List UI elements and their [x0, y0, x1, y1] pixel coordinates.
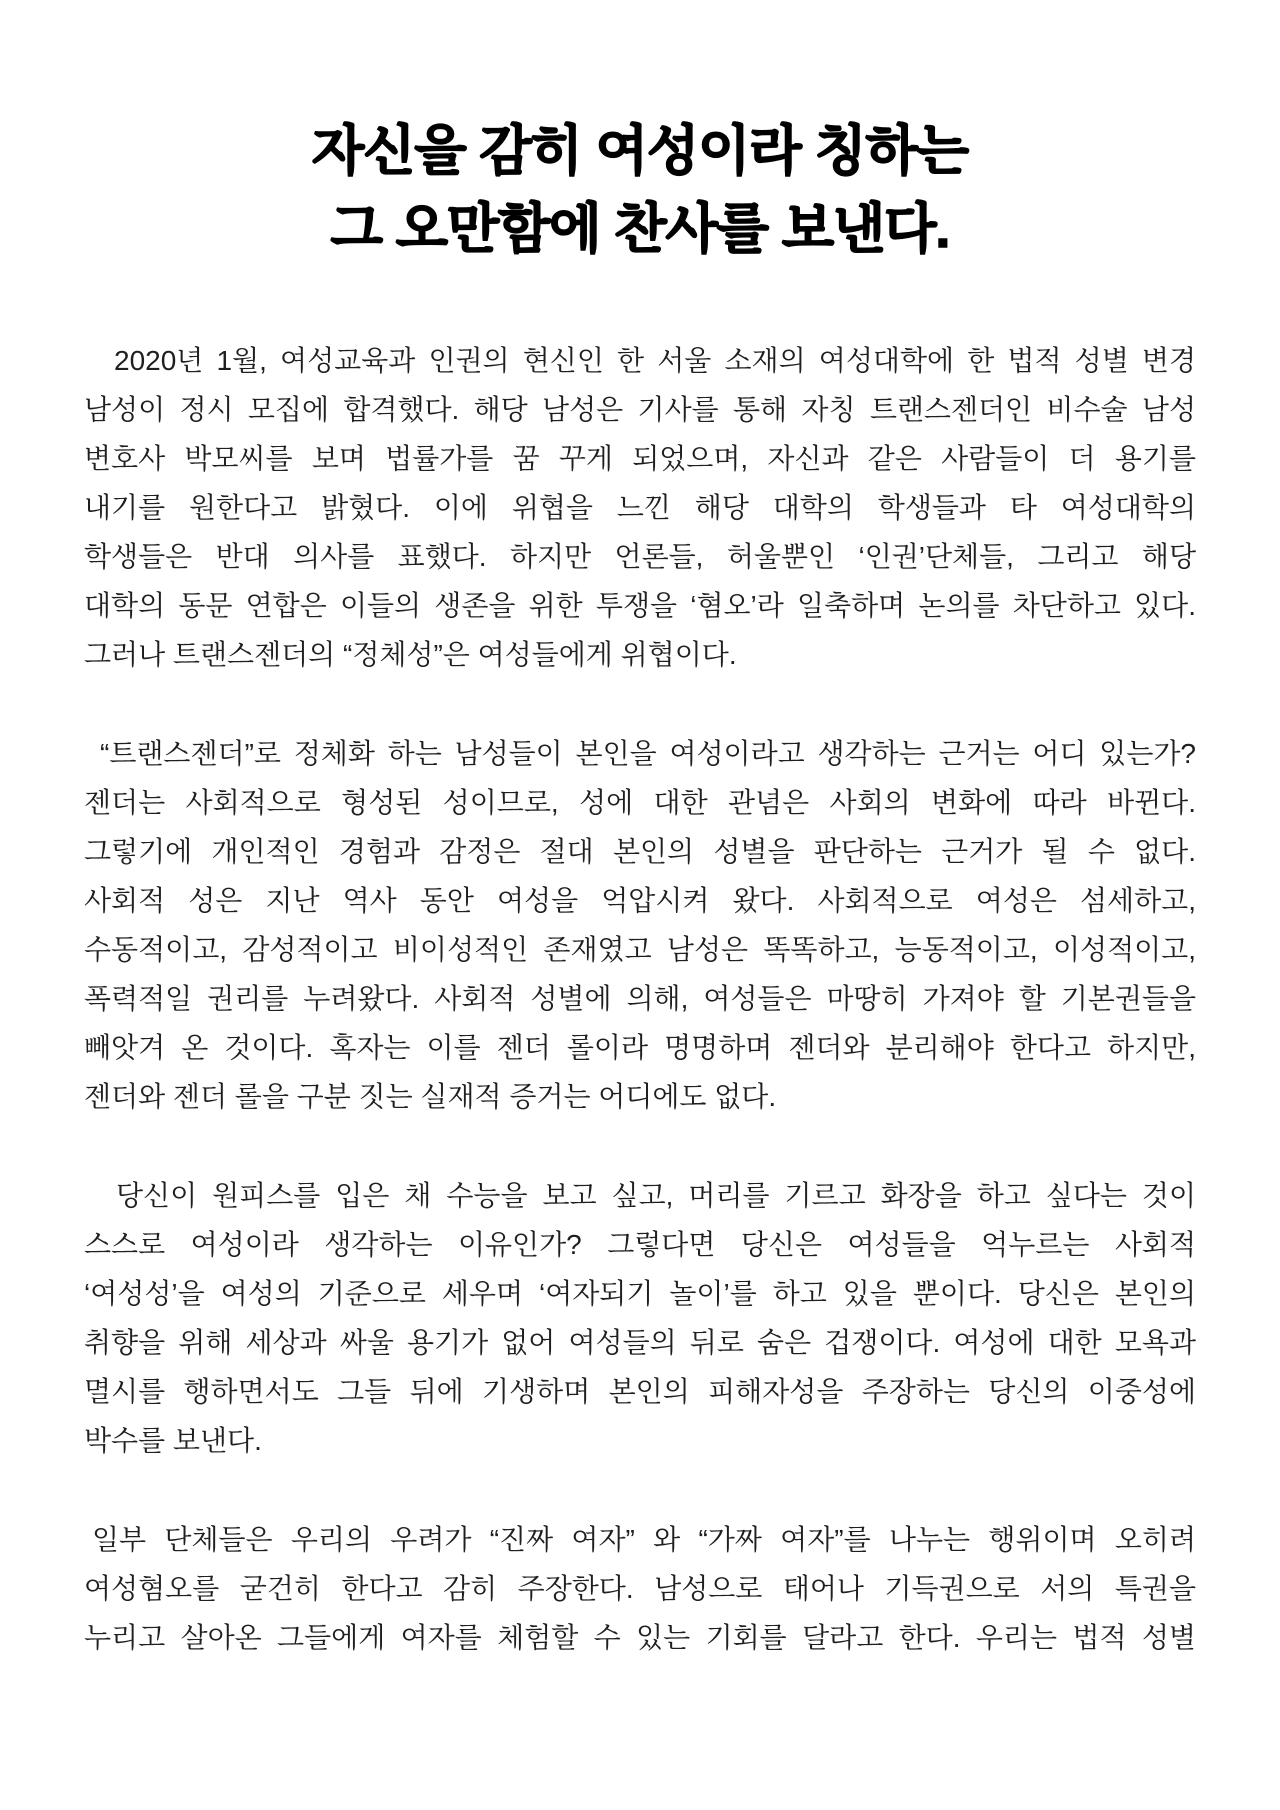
document-title: [60, 112, 1220, 268]
paragraph-1-line-7: 그러나 트랜스젠더의 “정체성”은 여성들에게 위협이다.: [84, 639, 737, 670]
paragraph-3-line-4: 취향을 위해 세상과 싸울 용기가 없어 여성들의 뒤로 숨은 겁쟁이다. 여성에 대한 모욕과: [84, 1327, 1196, 1358]
paragraph-3-line-1: 당신이 원피스를 입은 채 수능을 보고 싶고, 머리를 기르고 화장을 하고 싶다는 것이: [116, 1180, 1196, 1211]
paragraph-3-line-2: 스스로 여성이라 생각하는 이유인가? 그렇다면 당신은 여성들을 억누르는 사회적: [84, 1229, 1196, 1260]
title-line-1: 자신을 감히 여성이라 칭하는: [312, 121, 968, 181]
title-line-2: 그 오만함에 찬사를 보낸다.: [330, 199, 950, 259]
paragraph-2-line-2: 젠더는 사회적으로 형성된 성이므로, 성에 대한 관념은 사회의 변화에 따라 바뀐다.: [84, 787, 1196, 818]
paragraph-4: [84, 1515, 1196, 1662]
paragraph-1-line-6: 대학의 동문 연합은 이들의 생존을 위한 투쟁을 ‘혐오’라 일축하며 논의를 차단하고 있다.: [84, 590, 1196, 621]
paragraph-4-line-3: 누리고 살아온 그들에게 여자를 체험할 수 있는 기회를 달라고 한다. 우리는 법적 성별: [84, 1622, 1196, 1653]
paragraph-2-line-5: 수동적이고, 감성적이고 비이성적인 존재였고 남성은 똑똑하고, 능동적이고, 이성적이고,: [84, 934, 1196, 965]
paragraph-4-line-2: 여성혐오를 굳건히 한다고 감히 주장한다. 남성으로 태어나 기득권으로 서의 특권을: [84, 1573, 1196, 1604]
paragraph-3-line-3: ‘여성성’을 여성의 기준으로 세우며 ‘여자되기 놀이’를 하고 있을 뿐이다. 당신은 본인의: [84, 1278, 1196, 1309]
paragraph-1-line-3: 변호사 박모씨를 보며 법률가를 꿈 꾸게 되었으며, 자신과 같은 사람들이 더 용기를: [84, 443, 1196, 474]
paragraph-2-line-3: 그렇기에 개인적인 경험과 감정은 절대 본인의 성별을 판단하는 근거가 될 수 없다.: [84, 836, 1196, 867]
paragraph-2-line-6: 폭력적일 권리를 누려왔다. 사회적 성별에 의해, 여성들은 마땅히 가져야 할 기본권들을: [84, 983, 1196, 1014]
paragraph-4-line-1: 일부 단체들은 우리의 우려가 “진짜 여자” 와 “가짜 여자”를 나누는 행위이며 오히려: [92, 1524, 1196, 1555]
paragraph-2: [84, 729, 1196, 1121]
paragraph-1-line-4: 내기를 원한다고 밝혔다. 이에 위협을 느낀 해당 대학의 학생들과 타 여성대학의: [84, 492, 1196, 523]
document-body: [84, 336, 1196, 1662]
paragraph-2-line-4: 사회적 성은 지난 역사 동안 여성을 억압시켜 왔다. 사회적으로 여성은 섬세하고,: [84, 885, 1196, 916]
paragraph-1: [84, 336, 1196, 679]
paragraph-1-line-1: 2020년 1월, 여성교육과 인권의 현신인 한 서울 소재의 여성대학에 한 법적 성별 변경: [114, 345, 1196, 376]
paragraph-2-line-8: 젠더와 젠더 롤을 구분 짓는 실재적 증거는 어디에도 없다.: [84, 1081, 777, 1112]
paragraph-1-line-2: 남성이 정시 모집에 합격했다. 해당 남성은 기사를 통해 자칭 트랜스젠더인 비수술 남성: [84, 394, 1196, 425]
paragraph-3: [84, 1171, 1196, 1465]
paragraph-3-line-6: 박수를 보낸다.: [84, 1425, 262, 1456]
paragraph-1-line-5: 학생들은 반대 의사를 표했다. 하지만 언론들, 허울뿐인 ‘인권’단체들, 그리고 해당: [84, 541, 1196, 572]
paragraph-3-line-5: 멸시를 행하면서도 그들 뒤에 기생하며 본인의 피해자성을 주장하는 당신의 이중성에: [84, 1376, 1196, 1407]
paragraph-2-line-7: 빼앗겨 온 것이다. 혹자는 이를 젠더 롤이라 명명하며 젠더와 분리해야 한다고 하지만,: [84, 1032, 1196, 1063]
paragraph-2-line-1: “트랜스젠더”로 정체화 하는 남성들이 본인을 여성이라고 생각하는 근거는 어디 있는가?: [100, 738, 1196, 769]
